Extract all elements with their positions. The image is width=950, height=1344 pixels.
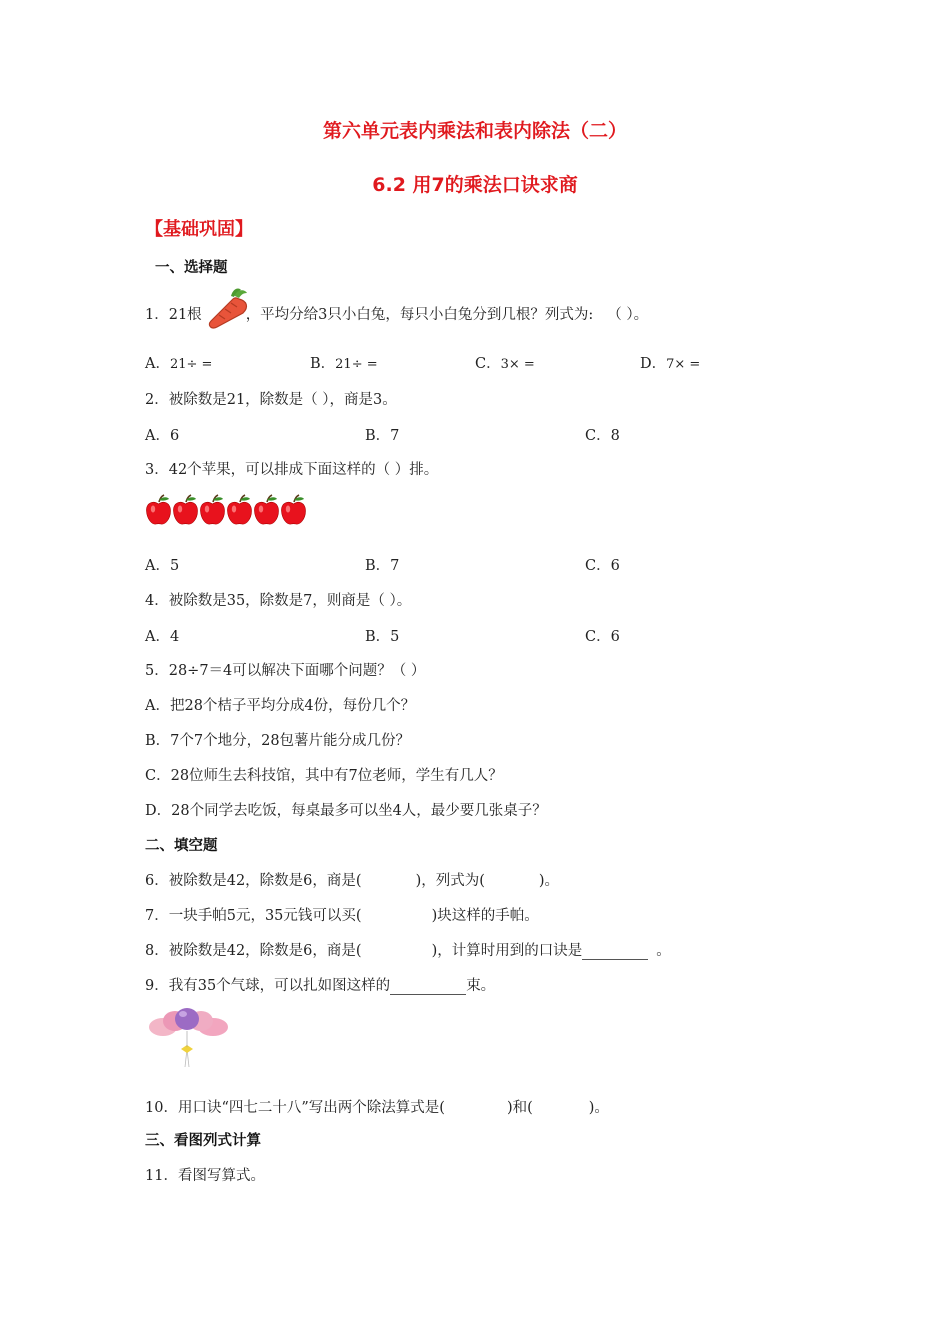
q5-option-b[interactable]: B．7个7个地分，28包薯片能分成几份？ — [145, 733, 411, 749]
question-11: 11．看图写算式。 — [145, 1168, 265, 1184]
balloon-bunch-image — [145, 1005, 233, 1071]
q3-option-b[interactable]: B．7 — [365, 558, 400, 574]
question-5: 5．28÷7＝4可以解决下面哪个问题？（ ） — [145, 663, 426, 679]
section-fill: 二、填空题 — [145, 838, 218, 854]
page-title: 第六单元表内乘法和表内除法（二） — [322, 120, 627, 142]
q2-option-c[interactable]: C．8 — [585, 428, 620, 444]
apple-icon — [145, 494, 172, 526]
question-4: 4．被除数是35，除数是7，则商是（ ）。 — [145, 593, 412, 609]
carrot-icon — [203, 287, 253, 331]
q4-option-a[interactable]: A．4 — [145, 629, 180, 645]
q2-option-a[interactable]: A．6 — [145, 428, 180, 444]
q5-option-c[interactable]: C．28位师生去科技馆，其中有7位老师，学生有几人？ — [145, 768, 503, 784]
q2-option-b[interactable]: B．7 — [365, 428, 400, 444]
question-10: 10．用口诀“四七二十八”写出两个除法算式是( )和( )。 — [145, 1100, 609, 1116]
q8-answer-blank[interactable] — [582, 943, 648, 960]
apple-row — [145, 494, 307, 526]
question-1: 1．21根 ，平均分给3只小白兔，每只小白兔分到几根？列式为: （ ）。 — [145, 307, 649, 323]
q1-option-a[interactable]: A．21÷ = — [145, 356, 213, 372]
question-3: 3．42个苹果，可以排成下面这样的（ ）排。 — [145, 462, 439, 478]
q4-option-c[interactable]: C．6 — [585, 629, 620, 645]
apple-icon — [226, 494, 253, 526]
apple-icon — [172, 494, 199, 526]
q1-option-c[interactable]: C．3× = — [475, 356, 535, 372]
section-picture: 三、看图列式计算 — [145, 1133, 261, 1149]
section-basic: 【基础巩固】 — [145, 219, 253, 240]
q4-option-b[interactable]: B．5 — [365, 629, 400, 645]
q3-option-a[interactable]: A．5 — [145, 558, 180, 574]
q1-option-b[interactable]: B．21÷ = — [310, 356, 378, 372]
q9-answer-blank[interactable] — [390, 978, 466, 995]
question-2: 2．被除数是21，除数是（ ），商是3。 — [145, 392, 397, 408]
question-6: 6．被除数是42，除数是6，商是( )，列式为( )。 — [145, 873, 560, 889]
q5-option-d[interactable]: D．28个同学去吃饭，每桌最多可以坐4人，最少要几张桌子？ — [145, 803, 547, 819]
question-9: 9．我有35个气球，可以扎如图这样的 束。 — [145, 978, 496, 994]
apple-icon — [199, 494, 226, 526]
q1-option-d[interactable]: D．7× = — [640, 356, 701, 372]
apple-icon — [253, 494, 280, 526]
question-7: 7．一块手帕5元，35元钱可以买( )块这样的手帕。 — [145, 908, 539, 924]
q5-option-a[interactable]: A．把28个桔子平均分成4份，每份几个？ — [145, 698, 416, 714]
section-choice: 一、选择题 — [155, 260, 228, 276]
page-subtitle: 6.2 用7的乘法口诀求商 — [372, 174, 578, 196]
question-8: 8．被除数是42，除数是6，商是( )，计算时用到的口诀是 。 — [145, 943, 671, 959]
apple-icon — [280, 494, 307, 526]
q3-option-c[interactable]: C．6 — [585, 558, 620, 574]
